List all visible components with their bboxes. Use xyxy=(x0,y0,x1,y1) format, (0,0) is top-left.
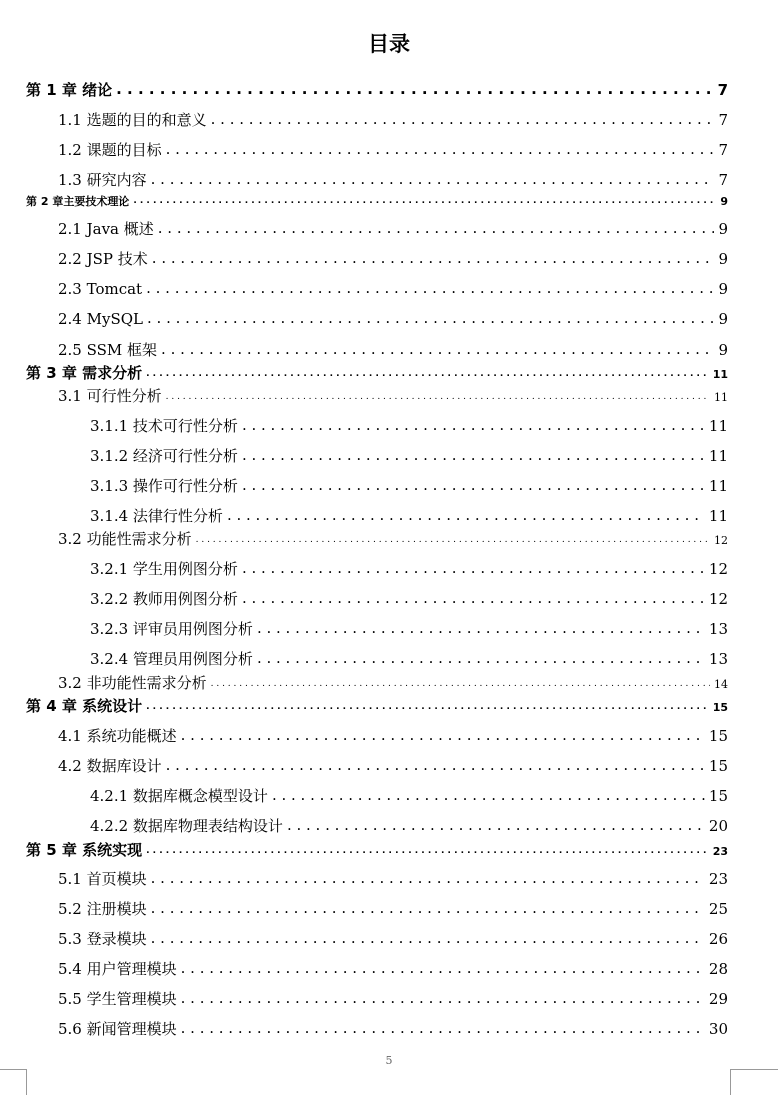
toc-page: 11 xyxy=(714,391,728,404)
toc-page: 23 xyxy=(708,870,728,888)
toc-entry[interactable] xyxy=(58,218,728,239)
toc-entry[interactable] xyxy=(58,898,728,919)
toc-entry[interactable] xyxy=(58,139,728,160)
leader-dots xyxy=(146,702,709,711)
toc-entry[interactable] xyxy=(90,785,728,806)
leader-dots xyxy=(287,816,705,831)
toc-entry[interactable] xyxy=(26,193,728,209)
toc-page: 13 xyxy=(708,650,728,668)
toc-page: 9 xyxy=(718,220,728,238)
toc-label: 3.2.2 教师用例图分析 xyxy=(90,590,238,608)
toc-entry[interactable] xyxy=(58,1018,728,1039)
toc-entry[interactable] xyxy=(58,868,728,889)
toc-label: 3.2 非功能性需求分析 xyxy=(58,674,207,692)
toc-label: 2.5 SSM 框架 xyxy=(58,341,158,359)
toc-label: 4.2.1 数据库概念模型设计 xyxy=(90,787,268,805)
leader-dots xyxy=(166,756,705,771)
toc-page: 12 xyxy=(708,560,728,578)
leader-dots xyxy=(133,196,716,205)
toc-label: 2.3 Tomcat xyxy=(58,280,143,298)
toc-label: 3.2.1 学生用例图分析 xyxy=(90,560,238,578)
toc-label: 第 5 章 系统实现 xyxy=(26,841,143,859)
leader-dots xyxy=(146,279,714,294)
toc-label: 1.3 研究内容 xyxy=(58,171,147,189)
toc-label: 5.1 首页模块 xyxy=(58,870,147,888)
toc-label: 3.1 可行性分析 xyxy=(58,387,162,405)
leader-dots xyxy=(161,340,714,355)
leader-dots xyxy=(257,619,705,634)
toc-entry[interactable] xyxy=(58,309,728,328)
toc-page: 12 xyxy=(714,534,728,547)
toc-entry[interactable] xyxy=(58,988,728,1009)
toc-label: 4.2 数据库设计 xyxy=(58,757,162,775)
toc-entry[interactable] xyxy=(58,169,728,190)
page-number: 5 xyxy=(385,1054,393,1067)
leader-dots xyxy=(116,80,713,95)
toc-label: 2.4 MySQL xyxy=(58,310,143,328)
leader-dots xyxy=(196,535,710,544)
toc-label: 4.1 系统功能概述 xyxy=(58,727,177,745)
leader-dots xyxy=(146,846,709,855)
toc-page: 11 xyxy=(708,417,728,435)
leader-dots xyxy=(242,559,705,574)
leader-dots xyxy=(242,589,705,604)
toc-entry[interactable] xyxy=(58,958,728,979)
toc-entry[interactable] xyxy=(26,839,728,860)
leader-dots xyxy=(146,369,709,378)
toc-label: 第 4 章 系统设计 xyxy=(26,697,143,715)
toc-page: 7 xyxy=(718,171,728,189)
toc-label: 1.1 选题的目的和意义 xyxy=(58,111,207,129)
toc-entry[interactable] xyxy=(58,339,728,360)
toc-page: 13 xyxy=(708,620,728,638)
toc-entry[interactable] xyxy=(58,279,728,298)
toc-page: 28 xyxy=(708,960,728,978)
toc-page: 23 xyxy=(712,845,728,858)
toc-page: 15 xyxy=(708,787,728,805)
toc-label: 第 1 章 绪论 xyxy=(26,81,113,99)
toc-page: 9 xyxy=(718,250,728,268)
toc-page: 29 xyxy=(708,990,728,1008)
toc-page: 15 xyxy=(708,727,728,745)
leader-dots xyxy=(151,929,705,944)
leader-dots xyxy=(272,786,705,801)
toc-label: 第 2 章主要技术理论 xyxy=(26,195,130,208)
page-title: 目录 xyxy=(368,32,410,56)
toc-page: 9 xyxy=(718,280,728,298)
toc-page: 25 xyxy=(708,900,728,918)
toc-page: 14 xyxy=(714,678,728,691)
toc-label: 3.1.3 操作可行性分析 xyxy=(90,477,238,495)
toc-entry[interactable] xyxy=(90,558,728,579)
toc-label: 3.2 功能性需求分析 xyxy=(58,530,192,548)
toc-entry[interactable] xyxy=(90,648,728,669)
toc-entry[interactable] xyxy=(58,755,728,776)
crop-mark-left-h xyxy=(0,1069,26,1070)
leader-dots xyxy=(181,989,705,1004)
toc-entry[interactable] xyxy=(58,725,728,746)
leader-dots xyxy=(166,392,710,401)
toc-page: 20 xyxy=(708,817,728,835)
leader-dots xyxy=(151,899,705,914)
leader-dots xyxy=(242,416,705,431)
leader-dots xyxy=(227,506,705,521)
toc-label: 5.6 新闻管理模块 xyxy=(58,1020,177,1038)
toc-label: 5.3 登录模块 xyxy=(58,930,147,948)
leader-dots xyxy=(166,140,715,155)
toc-label: 3.1.2 经济可行性分析 xyxy=(90,447,238,465)
toc-entry[interactable] xyxy=(58,109,728,130)
toc-page: 9 xyxy=(720,195,728,208)
leader-dots xyxy=(181,1019,705,1034)
toc-label: 2.2 JSP 技术 xyxy=(58,250,148,268)
toc-entry[interactable] xyxy=(90,475,728,496)
leader-dots xyxy=(151,869,705,884)
crop-mark-left xyxy=(0,1069,27,1095)
toc-page: 30 xyxy=(708,1020,728,1038)
toc-label: 2.1 Java 概述 xyxy=(58,220,154,238)
leader-dots xyxy=(147,309,714,324)
toc-entry[interactable] xyxy=(58,528,728,549)
leader-dots xyxy=(242,446,705,461)
leader-dots xyxy=(181,959,705,974)
toc-entry[interactable] xyxy=(90,618,728,639)
toc-page: 7 xyxy=(718,111,728,129)
toc-entry[interactable] xyxy=(90,815,728,836)
toc-entry[interactable] xyxy=(26,362,728,383)
leader-dots xyxy=(211,110,715,125)
toc-label: 4.2.2 数据库物理表结构设计 xyxy=(90,817,283,835)
crop-mark-right-h xyxy=(730,1069,778,1070)
toc-label: 第 3 章 需求分析 xyxy=(26,364,143,382)
toc-entry[interactable] xyxy=(58,672,728,693)
toc-label: 3.2.4 管理员用例图分析 xyxy=(90,650,253,668)
leader-dots xyxy=(242,476,705,491)
toc-label: 3.2.3 评审员用例图分析 xyxy=(90,620,253,638)
toc-page: 26 xyxy=(708,930,728,948)
toc-page: 11 xyxy=(708,477,728,495)
toc-entry[interactable] xyxy=(26,695,728,716)
toc-label: 5.2 注册模块 xyxy=(58,900,147,918)
leader-dots xyxy=(158,219,715,234)
toc-entry[interactable] xyxy=(58,385,728,406)
toc-page: 9 xyxy=(718,310,728,328)
toc-page: 11 xyxy=(712,368,728,381)
leader-dots xyxy=(151,170,715,185)
toc-page: 12 xyxy=(708,590,728,608)
toc-page: 9 xyxy=(718,341,728,359)
leader-dots xyxy=(257,649,705,664)
toc-label: 3.1.4 法律行性分析 xyxy=(90,507,223,525)
leader-dots xyxy=(181,726,705,741)
toc-page: 7 xyxy=(718,141,728,159)
toc-page: 11 xyxy=(708,447,728,465)
toc-page: 15 xyxy=(708,757,728,775)
toc-label: 3.1.1 技术可行性分析 xyxy=(90,417,238,435)
toc-label: 5.5 学生管理模块 xyxy=(58,990,177,1008)
leader-dots xyxy=(152,249,715,264)
toc-page: 7 xyxy=(717,81,728,99)
crop-mark-right xyxy=(730,1069,757,1095)
leader-dots xyxy=(211,679,710,688)
toc-entry[interactable] xyxy=(58,248,728,269)
toc-entry[interactable] xyxy=(90,445,728,466)
toc-label: 1.2 课题的目标 xyxy=(58,141,162,159)
toc-entry[interactable] xyxy=(58,928,728,949)
toc-entry[interactable] xyxy=(90,415,728,436)
toc-page: 15 xyxy=(712,701,728,714)
toc-entry[interactable] xyxy=(26,79,728,100)
toc-label: 5.4 用户管理模块 xyxy=(58,960,177,978)
toc-entry[interactable] xyxy=(90,505,728,526)
toc-entry[interactable] xyxy=(90,588,728,609)
toc-page: 11 xyxy=(708,507,728,525)
